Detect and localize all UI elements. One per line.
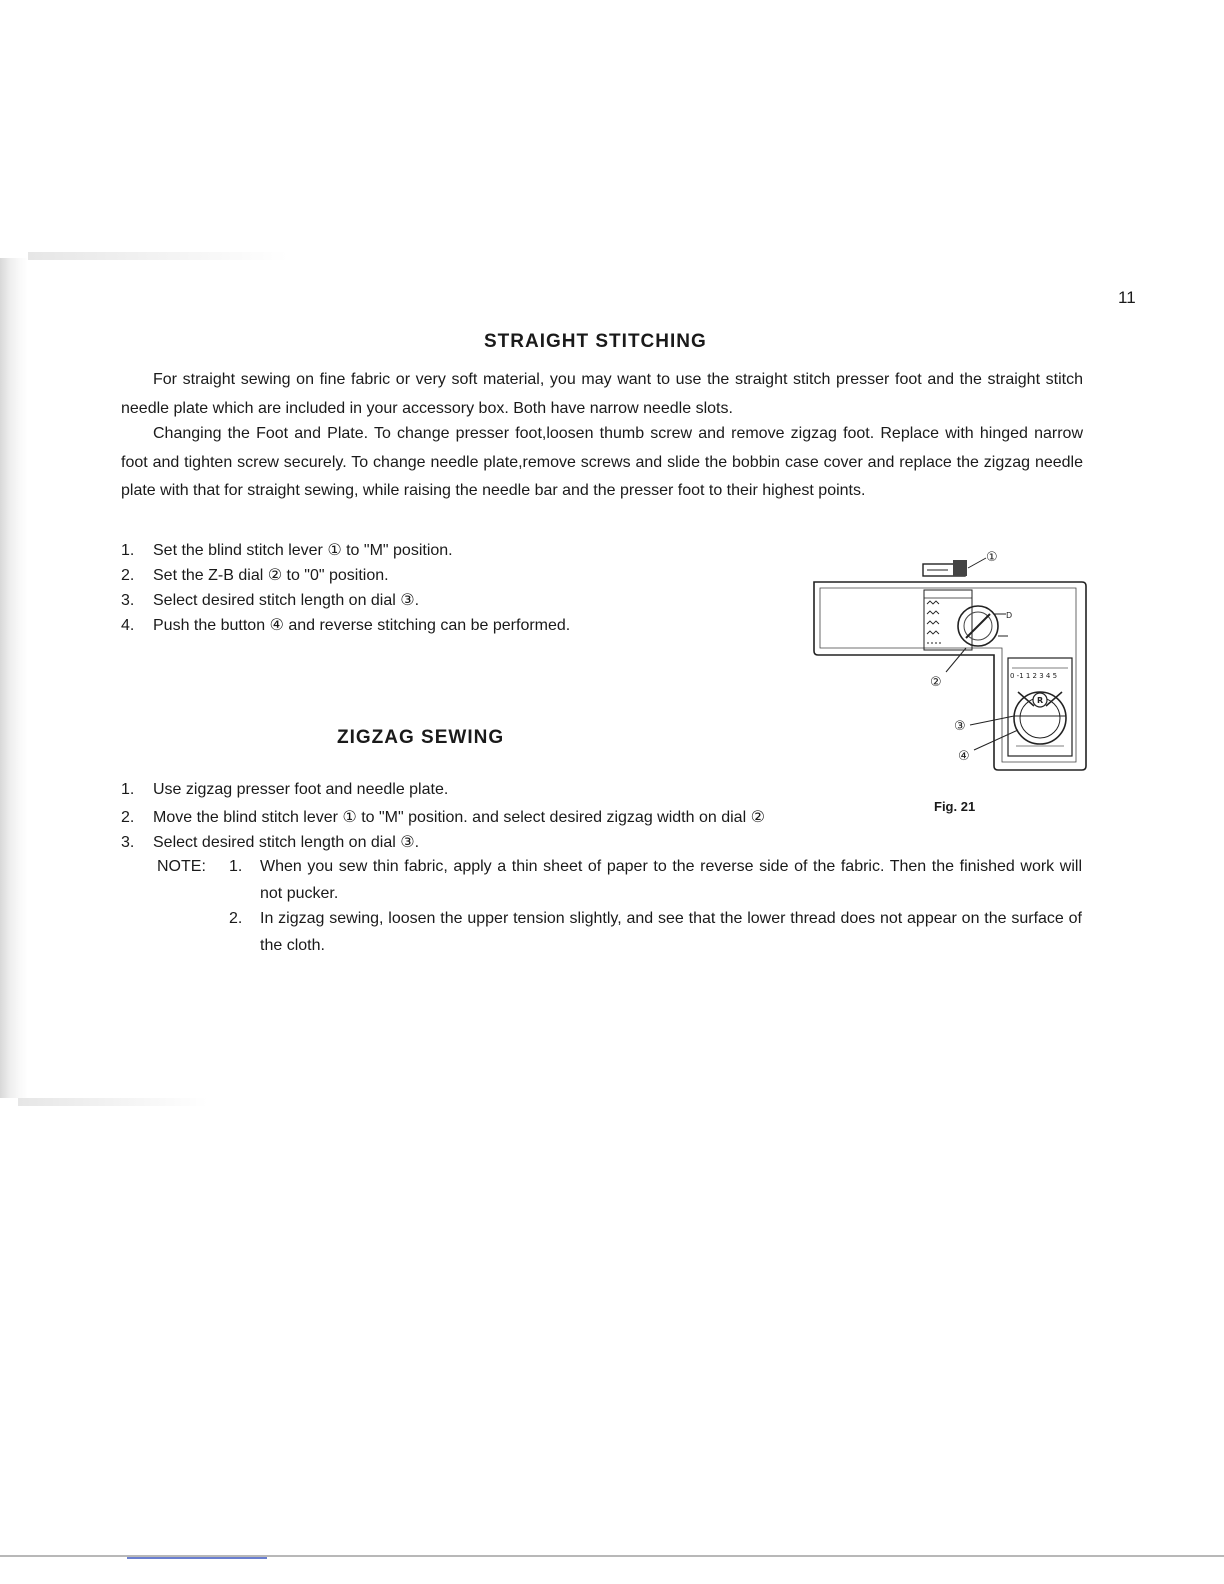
svg-text:D: D [1006, 611, 1013, 620]
step-number: 1. [121, 542, 135, 559]
step-text: Set the blind stitch lever ① to "M" position. [153, 542, 453, 559]
straight-step [121, 590, 419, 610]
callout-4: ④ [958, 749, 970, 764]
zigzag-sewing-heading: ZIGZAG SEWING [337, 727, 505, 748]
step-text: Push the button ④ and reverse stitching can be performed. [153, 617, 571, 634]
note-number: 1. [229, 858, 243, 875]
callout-2: ② [930, 675, 942, 690]
straight-paragraph-intro: For straight sewing on fine fabric or very soft material, you may want to use the straight stitch presser foot and the straight stitch needle plate which are included in your accessory box. Both have narrow needle slots. [121, 371, 1083, 417]
step-text: Select desired stitch length on dial ③. [153, 592, 420, 609]
callout-1: ① [986, 550, 998, 565]
scan-shadow-bottom [18, 1098, 208, 1106]
step-text: Move the blind stitch lever ① to "M" position. and select desired zigzag width on dial ② [153, 809, 765, 826]
note-number: 2. [229, 910, 243, 927]
note-text: In zigzag sewing, loosen the upper tension slightly, and see that the lower thread does not appear on the surface of the cloth. [260, 910, 1082, 954]
step-number: 2. [121, 809, 135, 826]
stitch-length-scale: 0 -1 1 2 3 4 5 [1010, 672, 1058, 680]
zigzag-step [121, 807, 765, 827]
note-text: When you sew thin fabric, apply a thin sheet of paper to the reverse side of the fabric. Then the finished work will not pucker. [260, 858, 1082, 902]
reverse-button-letter: R [1037, 696, 1044, 705]
zigzag-step [121, 832, 419, 852]
straight-paragraph-changing: Changing the Foot and Plate. To change presser foot,loosen thumb screw and remove zigzag foot. Replace with hinged narrow foot and tighten screw securely. To change needle plate,remove screws and slide the bobbin case cover and replace the zigzag needle plate with that for straight sewing, while raising the needle bar and the presser foot to their highest points. [121, 425, 1083, 499]
step-number: 3. [121, 592, 135, 609]
step-text: Set the Z-B dial ② to "0" position. [153, 567, 389, 584]
step-text: Use zigzag presser foot and needle plate. [153, 781, 449, 798]
callout-3: ③ [954, 719, 966, 734]
straight-stitching-heading: STRAIGHT STITCHING [484, 331, 707, 352]
scan-shadow-top [28, 252, 288, 260]
step-number: 1. [121, 781, 135, 798]
scan-shadow-left [0, 258, 28, 1098]
control-panel-drawing [808, 540, 1098, 780]
zigzag-step [121, 781, 448, 799]
stitch-control-panel-figure [808, 540, 1098, 780]
step-text: Select desired stitch length on dial ③. [153, 834, 420, 851]
note-label: NOTE: [157, 858, 206, 875]
step-number: 4. [121, 617, 135, 634]
bottom-link-line [127, 1557, 267, 1559]
page-number: 11 [1118, 288, 1136, 307]
straight-step [121, 615, 570, 635]
figure-caption: Fig. 21 [934, 799, 976, 814]
straight-step [121, 565, 389, 585]
step-number: 2. [121, 567, 135, 584]
step-number: 3. [121, 834, 135, 851]
straight-step [121, 540, 453, 560]
